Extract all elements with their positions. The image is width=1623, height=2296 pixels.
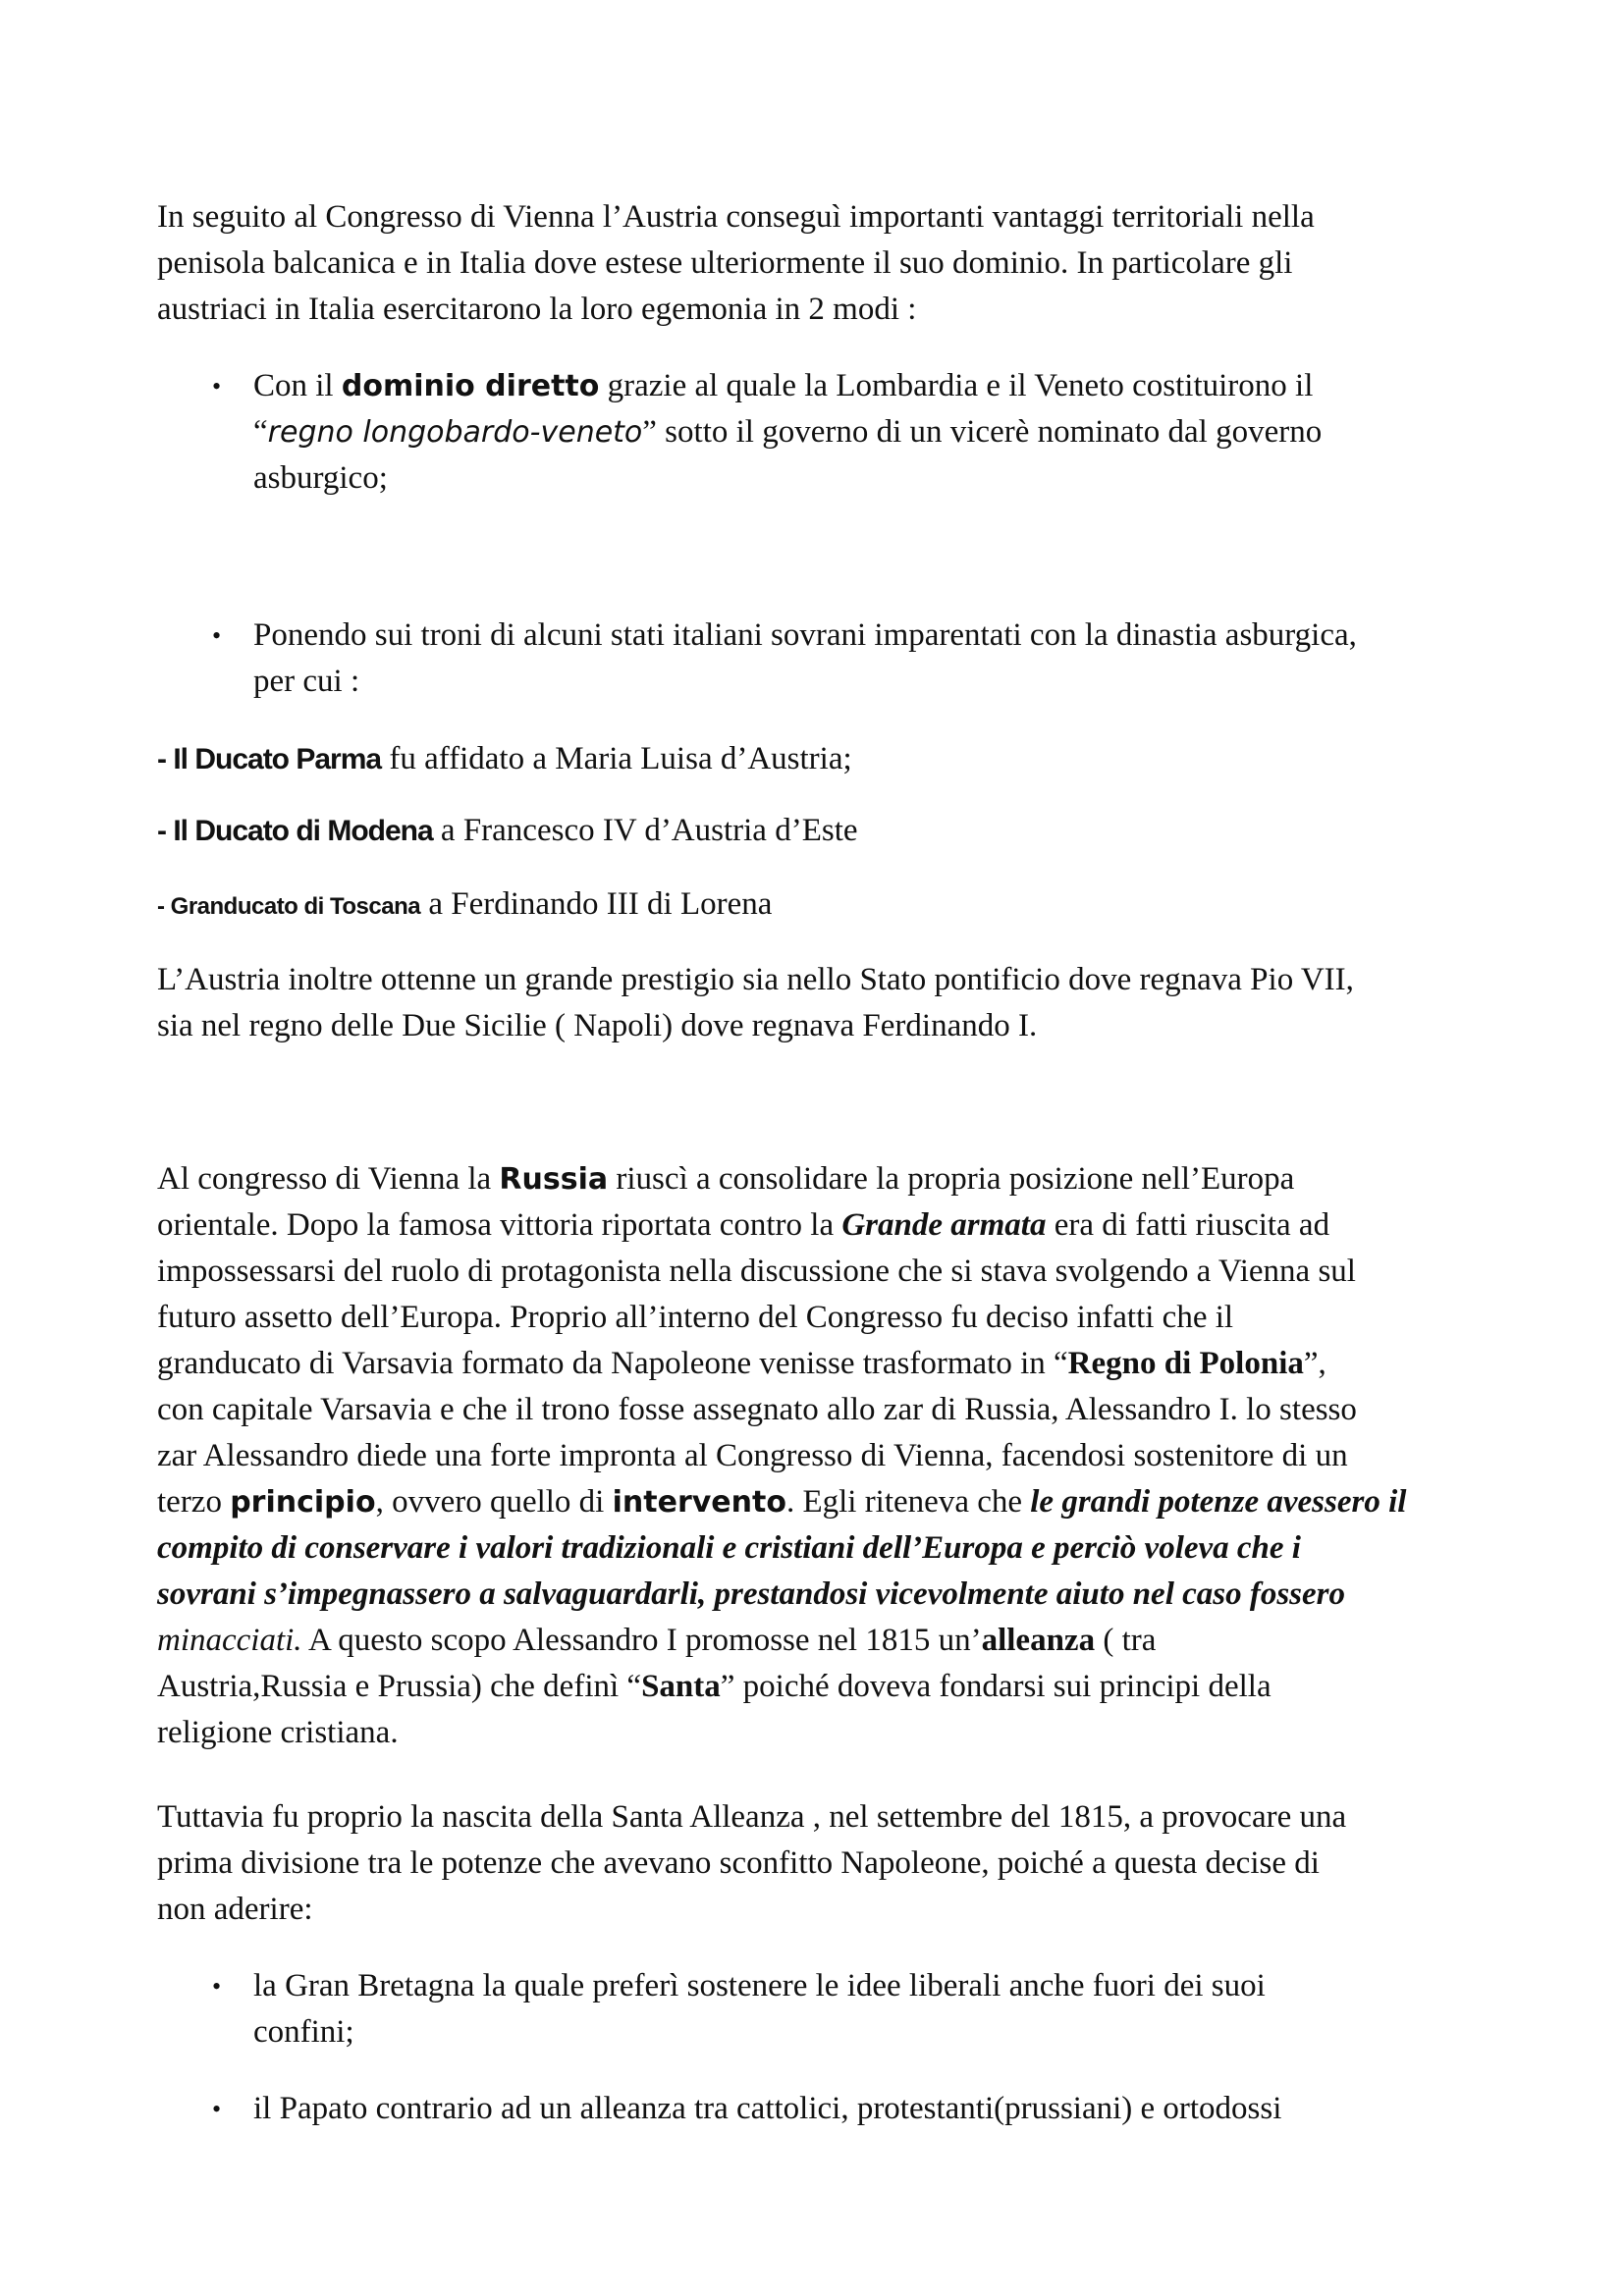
duchy-line-modena [157,808,1492,854]
italic-term: minacciati. [157,1623,302,1658]
holy-alliance-paragraph [157,1794,1492,1933]
duchy-line-toscana [157,881,1492,930]
text-line: compito di conservare i valori tradizionali e cristiani dell’Europa e perciò voleva che i [157,1530,1301,1566]
duchy-line-parma [157,736,1492,782]
text-line: terzo principio, ovvero quello di intervento. Egli riteneva che le grandi potenze avessero il [157,1484,1407,1520]
text-line: penisola balcanica e in Italia dove estese ulteriormente il suo dominio. In particolare gli [157,245,1293,281]
text-line: la Gran Bretagna la quale preferì sostenere le idee liberali anche fuori dei suoi [253,1968,1266,2003]
text-line: impossessarsi del ruolo di protagonista nella discussione che si stava svolgendo a Vienna sul [157,1254,1356,1289]
text-line: - Il Ducato Parma fu affidato a Maria Luisa d’Austria; [157,741,852,776]
bullet-marker: • [212,621,222,650]
text-line: “regno longobardo-veneto” sotto il governo di un vicerè nominato dal governo [253,414,1323,450]
italic-term: regno longobardo-veneto [267,415,643,450]
text-line: asburgico; [253,460,388,496]
bullet-thrones [212,613,1500,705]
text-line: Tuttavia fu proprio la nascita della Santa Alleanza , nel settembre del 1815, a provocare una [157,1799,1347,1835]
text-line: religione cristiana. [157,1715,399,1750]
bullet-great-britain [212,1963,1500,2056]
text-line: orientale. Dopo la famosa vittoria riportata contro la Grande armata era di fatti riuscita ad [157,1207,1330,1243]
text-line: sovrani s’impegnassero a salvaguardarli, prestandosi vicevolmente aiuto nel caso fossero [157,1576,1346,1612]
bold-term: alleanza [981,1623,1096,1658]
text-line: non aderire: [157,1892,313,1927]
text-line: In seguito al Congresso di Vienna l’Austria conseguì importanti vantaggi territoriali nella [157,199,1315,235]
bullet-marker: • [212,1972,222,2001]
bullet-papacy [212,2086,1500,2132]
bold-term: - Granducato di Toscana [157,893,421,920]
text-line: granducato di Varsavia formato da Napoleone venisse trasformato in “Regno di Polonia”, [157,1346,1326,1381]
bullet-marker: • [212,2095,222,2123]
text-line: per cui : [253,664,360,699]
text-line: prima divisione tra le potenze che avevano sconfitto Napoleone, poiché a questa decise di [157,1845,1320,1881]
text-line: Austria,Russia e Prussia) che definì “Santa” poiché doveva fondarsi sui principi della [157,1669,1271,1704]
text-line: L’Austria inoltre ottenne un grande prestigio sia nello Stato pontificio dove regnava Pio VII, [157,962,1354,997]
text-line: minacciati. A questo scopo Alessandro I promosse nel 1815 un’alleanza ( tra [157,1623,1157,1658]
bold-term: Regno di Polonia [1067,1346,1304,1381]
bold-term: intervento [612,1485,786,1520]
bold-term: - Il Ducato Parma [157,743,382,775]
text-line: Al congresso di Vienna la Russia riuscì a consolidare la propria posizione nell’Europa [157,1161,1295,1197]
bold-italic-term: le grandi potenze avessero il [1030,1484,1407,1520]
russia-paragraph [157,1156,1492,1756]
bold-term: Santa [641,1669,721,1704]
bullet-marker: • [212,372,222,400]
bold-term: dominio diretto [341,369,600,403]
bold-term: - Il Ducato di Modena [157,815,433,847]
text-line: il Papato contrario ad un alleanza tra cattolici, protestanti(prussiani) e ortodossi [253,2091,1282,2126]
text-line: zar Alessandro diede una forte impronta al Congresso di Vienna, facendosi sostenitore di un [157,1438,1348,1473]
text-line: austriaci in Italia esercitarono la loro egemonia in 2 modi : [157,292,917,327]
text-line: Con il dominio diretto grazie al quale la Lombardia e il Veneto costituirono il [253,368,1314,403]
austria-prestige-paragraph [157,957,1492,1049]
intro-paragraph [157,194,1492,333]
text-line: Ponendo sui troni di alcuni stati italiani sovrani imparentati con la dinastia asburgica, [253,617,1357,653]
bold-term: Russia [499,1162,609,1197]
bold-italic-term: Grande armata [841,1207,1047,1243]
bold-term: principio [230,1485,376,1520]
text-line: - Granducato di Toscana a Ferdinando III di Lorena [157,886,773,922]
text-line: futuro assetto dell’Europa. Proprio all’interno del Congresso fu deciso infatti che il [157,1300,1234,1335]
text-line: confini; [253,2014,354,2050]
text-line: con capitale Varsavia e che il trono fosse assegnato allo zar di Russia, Alessandro I. lo stesso [157,1392,1357,1427]
text-line: sia nel regno delle Due Sicilie ( Napoli) dove regnava Ferdinando I. [157,1008,1038,1043]
text-line: - Il Ducato di Modena a Francesco IV d’Austria d’Este [157,813,858,848]
bullet-direct-rule [212,363,1500,502]
